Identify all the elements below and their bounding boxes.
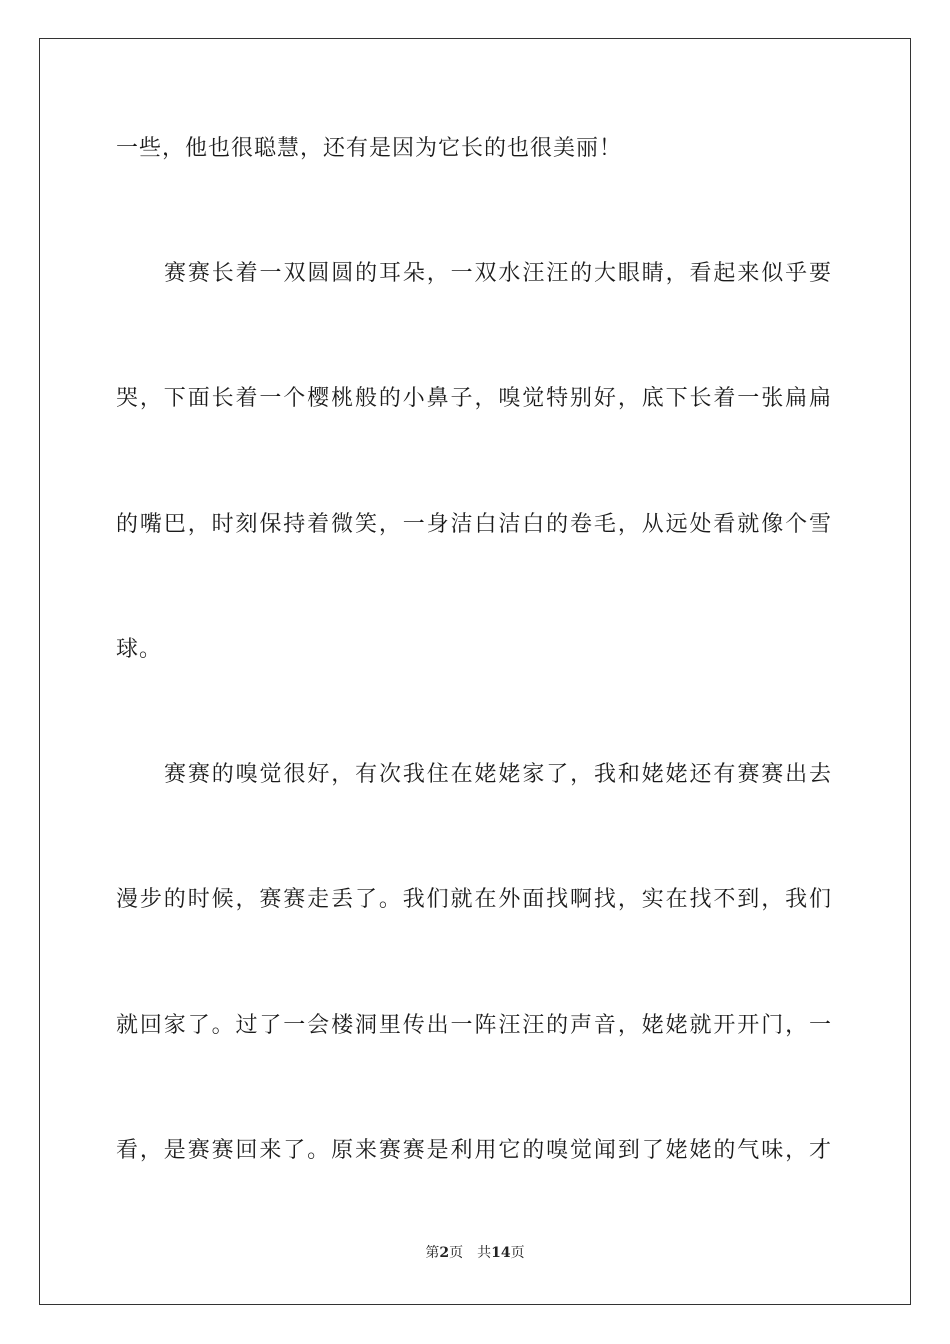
page-border [39,38,911,1305]
text-line: 一些，他也很聪慧，还有是因为它长的也很美丽！ [116,136,623,161]
page-suffix: 页 [449,1245,464,1261]
total-prefix: 共 [477,1245,492,1261]
text-line: 漫步的时候，赛赛走丢了。我们就在外面找啊找，实在找不到，我们 [116,887,832,912]
text-line: 哭，下面长着一个樱桃般的小鼻子，嗅觉特别好，底下长着一张扁扁 [116,386,832,411]
total-pages: 14 [491,1245,511,1261]
text-line: 的嘴巴，时刻保持着微笑，一身洁白洁白的卷毛，从远处看就像个雪 [116,512,832,537]
page-number: 2 [439,1245,450,1261]
text-line: 赛赛的嗅觉很好，有次我住在姥姥家了，我和姥姥还有赛赛出去 [164,762,832,787]
page-prefix: 第 [425,1245,440,1261]
page-footer [0,1243,950,1263]
text-line: 看，是赛赛回来了。原来赛赛是利用它的嗅觉闻到了姥姥的气味，才 [116,1138,832,1163]
text-line: 球。 [116,637,163,662]
text-line: 赛赛长着一双圆圆的耳朵，一双水汪汪的大眼睛，看起来似乎要 [164,261,832,286]
text-line: 就回家了。过了一会楼洞里传出一阵汪汪的声音，姥姥就开开门，一 [116,1013,832,1038]
total-suffix: 页 [510,1245,525,1261]
